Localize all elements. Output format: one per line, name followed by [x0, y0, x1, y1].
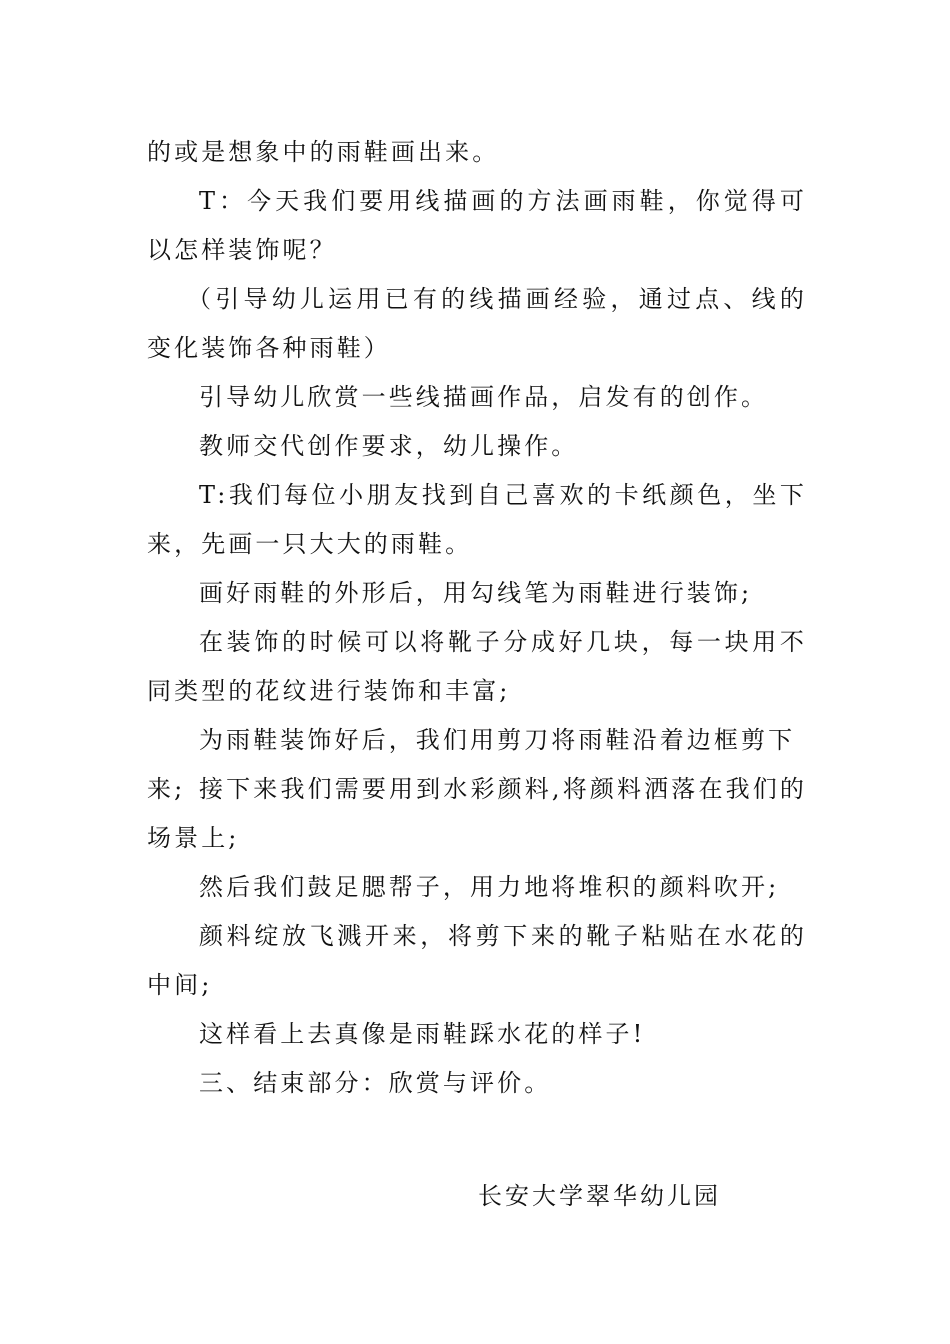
paragraph-appreciate-works: 引导幼儿欣赏一些线描画作品，启发有的创作。	[199, 383, 769, 411]
paragraph-requirements: 教师交代创作要求，幼儿操作。	[199, 432, 579, 460]
paragraph-teacher-instruction: T:我们每位小朋友找到自己喜欢的卡纸颜色，坐下来，先画一只大大的雨鞋。	[147, 481, 807, 558]
paragraph-blow-paint: 然后我们鼓足腮帮子，用力地将堆积的颜料吹开;	[199, 873, 780, 901]
paragraph-paste-boot: 颜料绽放飞溅开来，将剪下来的靴子粘贴在水花的中间;	[147, 922, 807, 999]
signature-kindergarten: 长安大学翠华幼儿园	[478, 1182, 721, 1210]
paragraph-guidance-note: （引导幼儿运用已有的线描画经验，通过点、线的变化装饰各种雨鞋）	[147, 285, 807, 362]
paragraph-pattern-blocks: 在装饰的时候可以将靴子分成好几块，每一块用不同类型的花纹进行装饰和丰富;	[147, 628, 807, 705]
paragraph-teacher-question: T：今天我们要用线描画的方法画雨鞋，你觉得可以怎样装饰呢？	[147, 187, 807, 264]
section-heading-conclusion: 三、结束部分：欣赏与评价。	[199, 1069, 552, 1097]
paragraph-outline-decorate: 画好雨鞋的外形后，用勾线笔为雨鞋进行装饰;	[199, 579, 753, 607]
paragraph-cut-out: 为雨鞋装饰好后，我们用剪刀将雨鞋沿着边框剪下来;	[147, 726, 796, 803]
paragraph-watercolor: 接下来我们需要用到水彩颜料,将颜料洒落在我们的场景上;	[147, 775, 807, 852]
paragraph-result: 这样看上去真像是雨鞋踩水花的样子!	[199, 1020, 646, 1048]
paragraph-continuation: 的或是想象中的雨鞋画出来。	[147, 138, 500, 166]
